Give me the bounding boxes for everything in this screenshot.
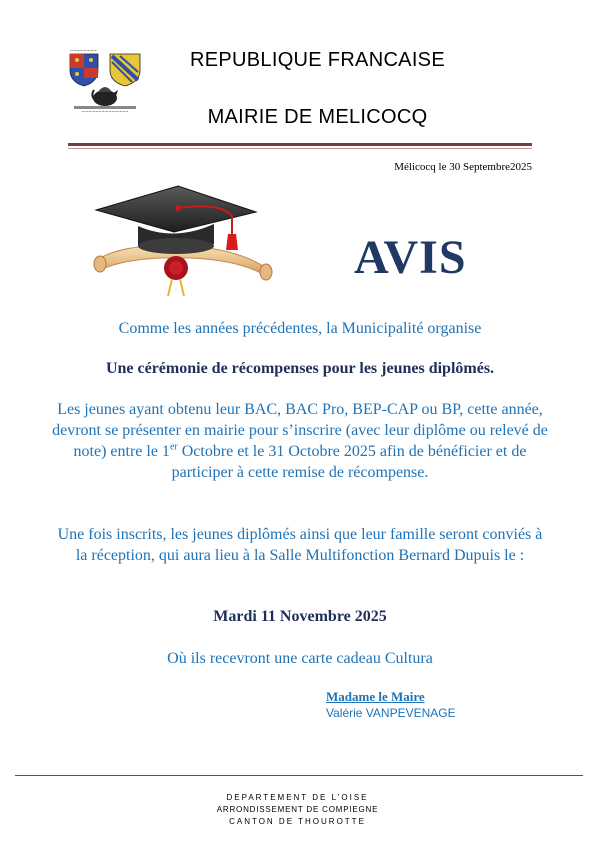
header-divider-thin	[68, 148, 532, 149]
ceremony-heading: Une cérémonie de récompenses pour les jeunes diplômés.	[105, 360, 495, 377]
ordinal-suffix: er	[169, 441, 178, 453]
svg-text:~~~~~~~~: ~~~~~~~~	[70, 48, 97, 53]
intro-paragraph: Comme les années précédentes, la Municipalité organise	[118, 320, 482, 337]
invitation-paragraph: Une fois inscrits, les jeunes diplômés ainsi que leur famille seront conviés à la réception, qui aura lieu à la Salle Multifonction Bernard Dupuis le :	[57, 526, 543, 564]
town-hall-title: MAIRIE DE MELICOCQ	[207, 106, 428, 128]
registration-paragraph	[50, 399, 550, 483]
svg-text:~~~~~~~~~~~~~~: ~~~~~~~~~~~~~~	[81, 109, 129, 114]
footer-divider	[15, 775, 583, 776]
gift-paragraph: Où ils recevront une carte cadeau Cultura	[167, 650, 433, 667]
graduation-cap-diploma-icon	[70, 172, 280, 304]
signature-name: Valérie VANPEVENAGE	[326, 706, 456, 720]
footer-department: DEPARTEMENT DE L’OISE	[226, 793, 369, 802]
signature-title: Madame le Maire	[326, 689, 425, 704]
footer-district: ARRONDISSEMENT DE COMPIEGNE	[216, 805, 379, 814]
registration-text-end: Octobre et le 31 Octobre 2025 afin de bénéficier et de participer à cette remise de récompense.	[171, 443, 527, 481]
notice-title: AVIS	[354, 231, 467, 284]
footer-canton: CANTON DE THOUROTTE	[229, 817, 366, 826]
date-line: Mélicocq le 30 Septembre2025	[394, 161, 532, 173]
header-divider	[68, 143, 532, 146]
registration-text-start: Les jeunes ayant obtenu leur BAC, BAC Pro, BEP-CAP ou BP, cette année, devront se présenter en mairie pour s’inscrire (avec leur diplôme ou relevé de note) entre le 1	[52, 401, 548, 460]
republic-title: REPUBLIQUE FRANCAISE	[190, 49, 445, 71]
event-date: Mardi 11 Novembre 2025	[213, 608, 387, 625]
